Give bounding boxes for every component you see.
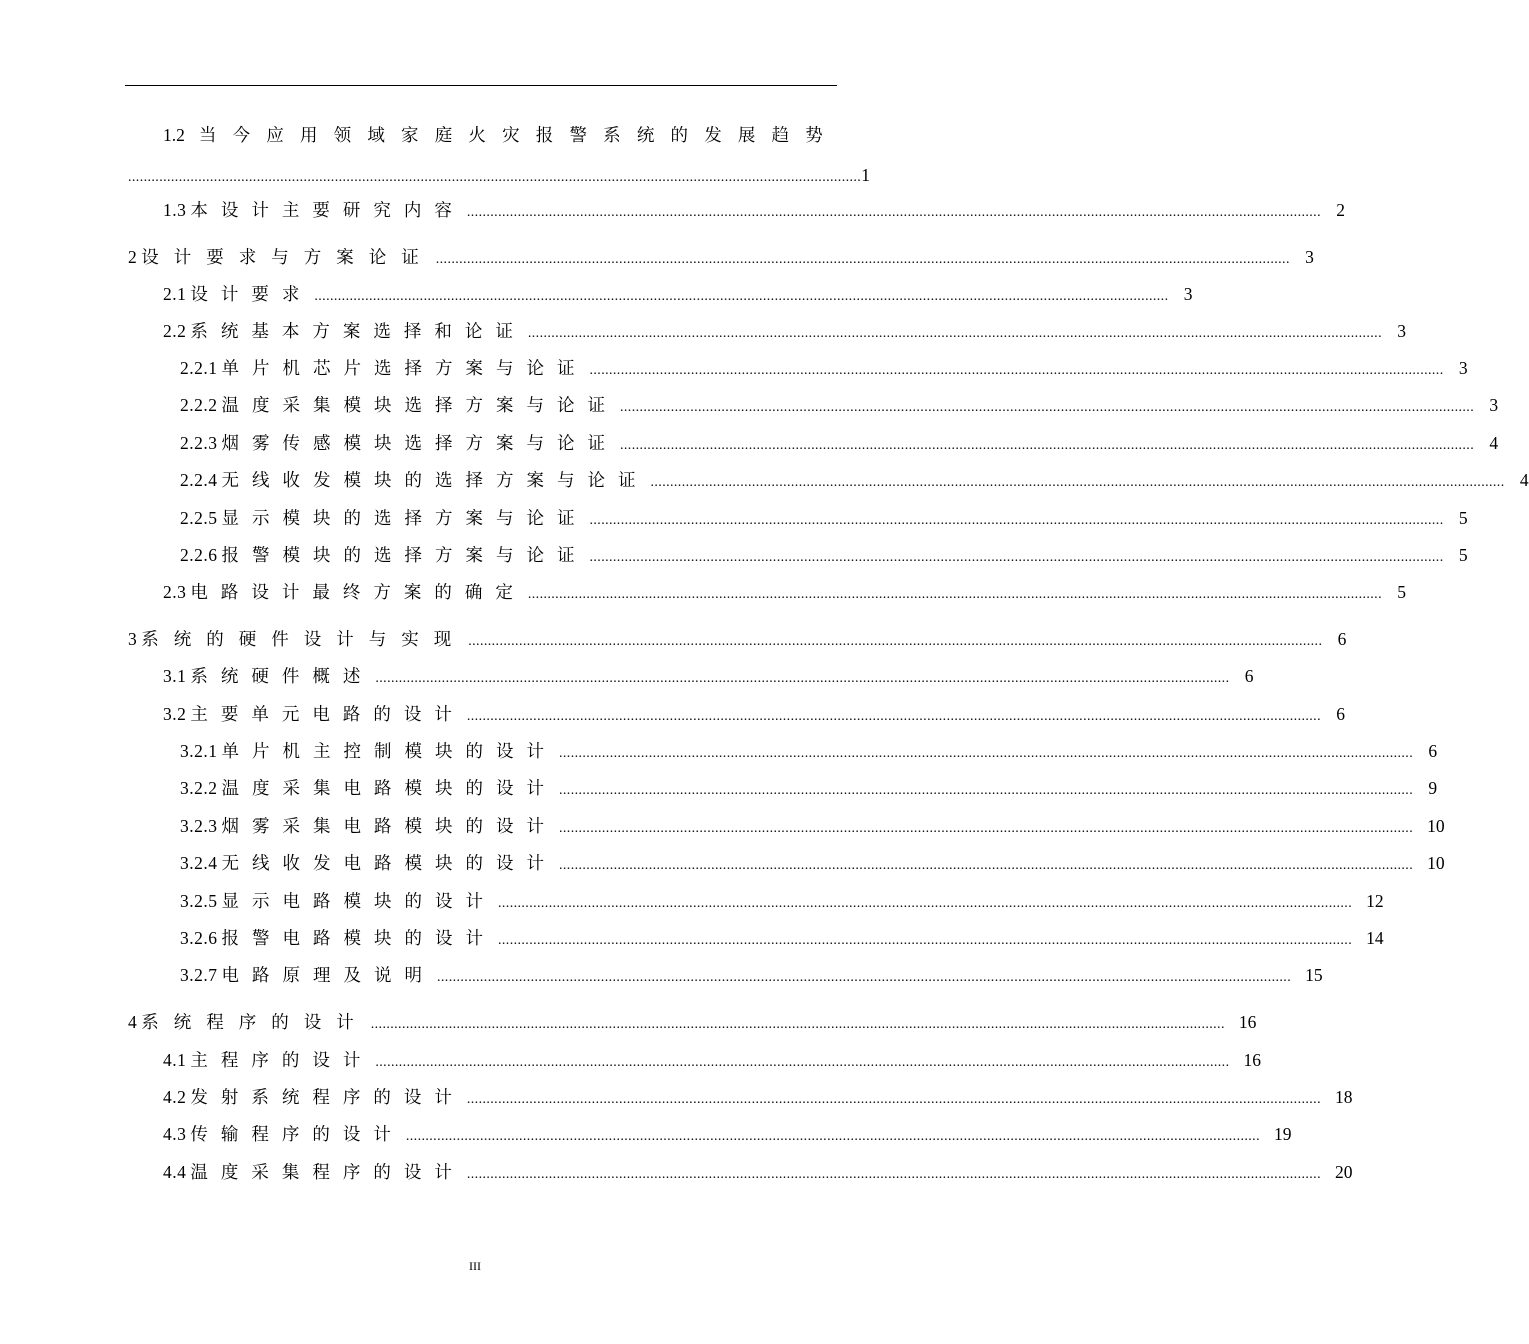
toc-entry-title: 显示电路模块的设计: [221, 891, 496, 911]
toc-leader-dots: ...........................................................................................................................................................................................................................: [466, 205, 1321, 220]
toc-entry-1-2[interactable]: [163, 120, 823, 150]
toc-entry-title: 无线收发电路模块的设计: [221, 853, 557, 873]
toc-entry-page: 3: [1489, 395, 1499, 415]
toc-entry-title: 系统程序的设计: [141, 1012, 369, 1032]
toc-entry-3-1[interactable]: [163, 661, 1254, 691]
toc-entry-title: 烟雾采集电路模块的设计: [221, 816, 557, 836]
toc-entry-title: 电路设计最终方案的确定: [190, 582, 526, 602]
toc-entry-page: 4: [1519, 470, 1529, 490]
toc-entry-number: 2.2.2: [180, 395, 218, 415]
toc-entry-number: 1.3: [163, 200, 187, 220]
toc-entry-number: 3.2.3: [180, 816, 218, 836]
toc-entry-number: 4.4: [163, 1162, 187, 1182]
toc-entry-title: 传输程序的设计: [190, 1124, 404, 1144]
toc-leader-dots: ...........................................................................................................................................................................................................................: [405, 1129, 1260, 1144]
toc-entry-2-2-1[interactable]: [180, 353, 1468, 383]
toc-entry-page: 3: [1183, 284, 1193, 304]
toc-entry-number: 2.2: [163, 321, 187, 341]
toc-entry-title: 主程序的设计: [190, 1050, 374, 1070]
toc-leader-dots: ...........................................................................................................................................................................................................................: [559, 746, 1414, 761]
toc-entry-page: 9: [1428, 778, 1438, 798]
toc-entry-page: 16: [1243, 1050, 1261, 1070]
toc-entry-page: 6: [1244, 666, 1254, 686]
toc-entry-page: 5: [1397, 582, 1406, 602]
toc-entry-number: 2.2.6: [180, 545, 218, 565]
toc-entry-title: 报警模块的选择方案与论证: [221, 545, 588, 565]
toc-entry-title: 电路原理及说明: [221, 965, 435, 985]
toc-entry-number: 2.2.5: [180, 508, 218, 528]
toc-entry-4-3[interactable]: [163, 1119, 1292, 1149]
toc-leader-dots: ...........................................................................................................................................................................................................................: [370, 1017, 1225, 1032]
toc-entry-number: 3.2.6: [180, 928, 218, 948]
toc-entry-title: 发射系统程序的设计: [190, 1087, 465, 1107]
toc-entry-title: 设计要求与方案论证: [141, 247, 434, 267]
toc-entry-title: 单片机芯片选择方案与论证: [221, 358, 588, 378]
toc-entry-number: 2: [128, 247, 138, 267]
toc-entry-title: 显示模块的选择方案与论证: [221, 508, 588, 528]
toc-entry-title: 系统硬件概述: [190, 666, 374, 686]
toc-entry-2-2-4[interactable]: [180, 465, 1529, 495]
toc-leader-dots: ...........................................................................................................................................................................................................................: [559, 821, 1414, 836]
toc-entry-page: 3: [1305, 247, 1314, 267]
toc-entry-2-2-3[interactable]: [180, 428, 1499, 458]
toc-entry-page: 2: [1336, 200, 1345, 220]
toc-entry-2-1[interactable]: [163, 279, 1193, 309]
toc-entry-3-2-7[interactable]: [180, 960, 1323, 990]
toc-leader-dots: ...........................................................................................................................................................................................................................: [498, 933, 1353, 948]
toc-entry-3-2[interactable]: [163, 699, 1345, 729]
toc-entry-page: 6: [1336, 704, 1345, 724]
toc-entry-page: 16: [1238, 1012, 1257, 1032]
toc-entry-2-2-2[interactable]: [180, 390, 1499, 420]
toc-entry-title: 设计要求: [190, 284, 313, 304]
toc-entry-title: 本设计主要研究内容: [190, 200, 465, 220]
toc-entry-3-2-5[interactable]: [180, 886, 1384, 916]
toc-entry-page: 18: [1334, 1087, 1353, 1107]
toc-entry-4-1[interactable]: [163, 1045, 1261, 1075]
toc-leader-dots: ...........................................................................................................................................................................................................................: [314, 289, 1169, 304]
toc-leader-dots: ...........................................................................................................................................................................................................................: [437, 970, 1292, 985]
toc-entry-page: 5: [1458, 545, 1468, 565]
toc-entry-1-2-continuation: [128, 160, 870, 190]
toc-entry-title: 系统的硬件设计与实现: [141, 629, 467, 649]
toc-entry-number: 3.2.2: [180, 778, 218, 798]
toc-leader-dots: ...........................................................................................................................................................................................................................: [498, 896, 1353, 911]
toc-entry-3-2-6[interactable]: [180, 923, 1384, 953]
toc-entry-2-3[interactable]: [163, 577, 1406, 607]
toc-entry-page: 4: [1489, 433, 1499, 453]
toc-entry-title: 温度采集电路模块的设计: [221, 778, 557, 798]
toc-entry-number: 3.2.5: [180, 891, 218, 911]
toc-entry-number: 3.2.1: [180, 741, 218, 761]
page-number-footer: III: [469, 1259, 481, 1273]
toc-entry-number: 2.2.1: [180, 358, 218, 378]
toc-entry-4-2[interactable]: [163, 1082, 1353, 1112]
toc-entry-page: 15: [1305, 965, 1323, 985]
toc-entry-number: 2.1: [163, 284, 187, 304]
toc-entry-title: 温度采集模块选择方案与论证: [221, 395, 618, 415]
toc-entry-number: 2.2.4: [180, 470, 218, 490]
toc-entry-4[interactable]: [128, 1007, 1257, 1037]
toc-entry-title: 系统基本方案选择和论证: [190, 321, 526, 341]
toc-leader-dots: ...........................................................................................................................................................................................................................: [468, 634, 1323, 649]
toc-entry-page: 12: [1366, 891, 1384, 911]
toc-entry-page: 5: [1458, 508, 1468, 528]
toc-entry-title: 单片机主控制模块的设计: [221, 741, 557, 761]
toc-leader-dots: ...........................................................................................................................................................................................................................: [559, 858, 1414, 873]
toc-entry-page: 3: [1397, 321, 1406, 341]
toc-entry-number: 4.1: [163, 1050, 187, 1070]
toc-entry-2-2-6[interactable]: [180, 540, 1468, 570]
toc-entry-page: 14: [1366, 928, 1384, 948]
toc-entry-3-2-3[interactable]: [180, 811, 1445, 841]
toc-leader-dots: ...........................................................................................................................................................................................................................: [466, 1092, 1321, 1107]
toc-leader-dots: ...........................................................................................................................................................................................................................: [589, 550, 1444, 565]
toc-leader-dots: ...........................................................................................................................................................................................................................: [435, 252, 1290, 267]
toc-leader-dots: ...........................................................................................................................................................................................................................: [620, 400, 1475, 415]
toc-entry-number: 3.2: [163, 704, 187, 724]
toc-entry-title: 无线收发模块的选择方案与论证: [221, 470, 649, 490]
toc-entry-3-2-2[interactable]: [180, 773, 1438, 803]
toc-leader-dots: ...........................................................................................................................................................................................................................: [589, 363, 1444, 378]
toc-entry-2[interactable]: [128, 242, 1314, 272]
toc-entry-1-3[interactable]: [163, 195, 1345, 225]
toc-leader-dots: ...........................................................................................................................................................................................................................: [466, 709, 1321, 724]
toc-entry-number: 3: [128, 629, 138, 649]
toc-entry-page: 1: [861, 165, 870, 185]
toc-leader-dots: ...........................................................................................................................................................................................................................: [375, 671, 1230, 686]
toc-leader-dots: ...........................................................................................................................................................................................................................: [466, 1167, 1321, 1182]
toc-leader-dots: ............................................................................................................................................................................................: [128, 170, 862, 185]
toc-entry-title: 温度采集程序的设计: [190, 1162, 465, 1182]
toc-entry-3-2-1[interactable]: [180, 736, 1438, 766]
toc-entry-page: 10: [1427, 816, 1445, 836]
toc-entry-4-4[interactable]: [163, 1157, 1353, 1187]
toc-entry-page: 6: [1428, 741, 1438, 761]
toc-entry-page: 20: [1334, 1162, 1353, 1182]
toc-entry-title: 烟雾传感模块选择方案与论证: [221, 433, 618, 453]
toc-leader-dots: ...........................................................................................................................................................................................................................: [527, 326, 1382, 341]
toc-entry-number: 4: [128, 1012, 138, 1032]
toc-entry-number: 4.3: [163, 1124, 187, 1144]
toc-entry-title: 当 今 应 用 领 域 家 庭 火 灾 报 警 系 统 的 发 展 趋 势: [198, 125, 823, 145]
toc-leader-dots: ...........................................................................................................................................................................................................................: [650, 475, 1505, 490]
toc-entry-number: 3.2.4: [180, 853, 218, 873]
toc-entry-number: 2.3: [163, 582, 187, 602]
toc-entry-page: 3: [1458, 358, 1468, 378]
toc-entry-number: 3.1: [163, 666, 187, 686]
toc-entry-number: 4.2: [163, 1087, 187, 1107]
toc-leader-dots: ...........................................................................................................................................................................................................................: [375, 1055, 1230, 1070]
toc-entry-page: 6: [1337, 629, 1347, 649]
toc-entry-page: 19: [1273, 1124, 1292, 1144]
toc-entry-number: 1.2: [163, 125, 185, 145]
toc-entry-3-2-4[interactable]: [180, 848, 1445, 878]
toc-leader-dots: ...........................................................................................................................................................................................................................: [589, 513, 1444, 528]
toc-entry-page: 10: [1427, 853, 1445, 873]
toc-entry-title: 报警电路模块的设计: [221, 928, 496, 948]
toc-entry-2-2[interactable]: [163, 316, 1406, 346]
toc-entry-number: 3.2.7: [180, 965, 218, 985]
toc-entry-2-2-5[interactable]: [180, 503, 1468, 533]
toc-entry-number: 2.2.3: [180, 433, 218, 453]
toc-leader-dots: ...........................................................................................................................................................................................................................: [620, 438, 1475, 453]
toc-entry-3[interactable]: [128, 624, 1347, 654]
toc-leader-dots: ...........................................................................................................................................................................................................................: [527, 587, 1382, 602]
toc-entry-title: 主要单元电路的设计: [190, 704, 465, 724]
toc-leader-dots: ...........................................................................................................................................................................................................................: [559, 783, 1414, 798]
